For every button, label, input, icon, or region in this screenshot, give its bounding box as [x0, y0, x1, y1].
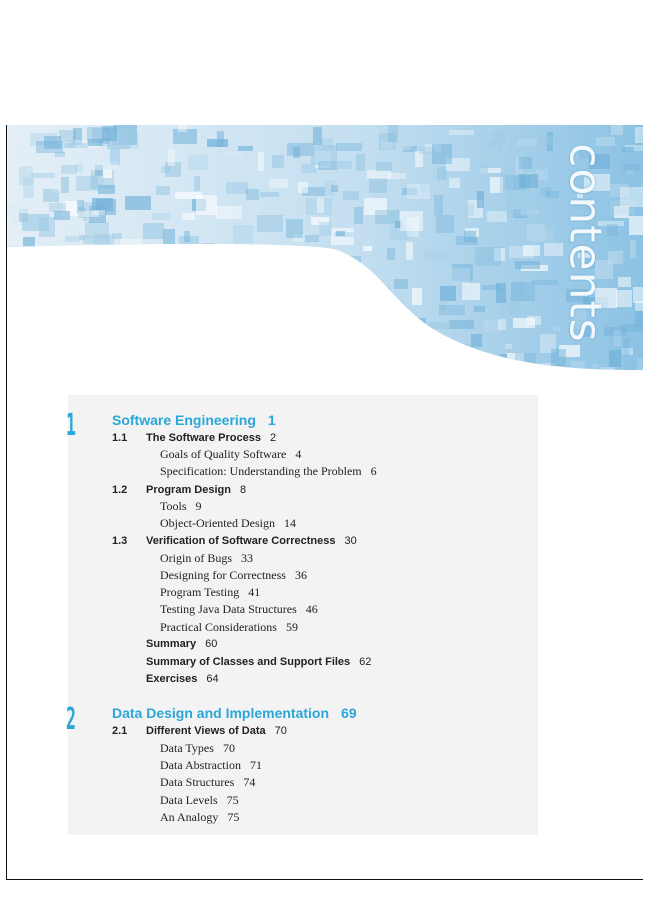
- mosaic-tile: [159, 305, 178, 316]
- mosaic-tile: [104, 161, 118, 167]
- mosaic-tile: [12, 265, 26, 283]
- mosaic-tile: [486, 356, 501, 374]
- toc-entry[interactable]: Data Structures 74: [160, 775, 256, 789]
- mosaic-tile: [324, 267, 340, 280]
- mosaic-tile: [198, 306, 208, 322]
- mosaic-tile: [54, 211, 70, 220]
- mosaic-tile: [471, 334, 482, 347]
- mosaic-tile: [474, 306, 485, 312]
- mosaic-tile: [43, 347, 63, 352]
- mosaic-tile: [367, 170, 391, 179]
- mosaic-tile: [180, 362, 202, 371]
- mosaic-tile: [521, 210, 539, 215]
- mosaic-tile: [284, 369, 311, 374]
- mosaic-tile: [263, 322, 286, 327]
- mosaic-tile: [92, 198, 113, 211]
- mosaic-tile: [531, 371, 537, 375]
- mosaic-tile: [7, 246, 23, 251]
- mosaic-tile: [229, 345, 251, 354]
- mosaic-tile: [81, 271, 108, 283]
- mosaic-tile: [77, 356, 94, 369]
- mosaic-tile: [247, 327, 254, 335]
- toc-entry[interactable]: Object-Oriented Design 14: [160, 516, 296, 530]
- mosaic-tile: [14, 322, 24, 328]
- mosaic-tile: [310, 329, 328, 348]
- mosaic-tile: [412, 288, 422, 305]
- mosaic-tile: [24, 277, 33, 286]
- mosaic-tile: [194, 176, 200, 191]
- mosaic-tile: [127, 287, 138, 293]
- mosaic-tile: [120, 239, 141, 244]
- mosaic-tile: [394, 279, 408, 289]
- toc-entry[interactable]: Specification: Understanding the Problem 6: [160, 464, 377, 478]
- mosaic-tile: [369, 353, 375, 362]
- mosaic-tile: [259, 343, 280, 359]
- mosaic-tile: [223, 151, 244, 158]
- mosaic-tile: [445, 357, 458, 370]
- mosaic-tile: [139, 250, 165, 265]
- mosaic-tile: [311, 320, 324, 334]
- mosaic-tile: [44, 136, 61, 149]
- mosaic-tile: [91, 329, 111, 334]
- mosaic-tile: [34, 295, 61, 304]
- mosaic-tile: [416, 359, 423, 374]
- mosaic-tile: [432, 144, 452, 164]
- mosaic-tile: [71, 343, 81, 353]
- mosaic-tile: [88, 139, 103, 146]
- mosaic-tile: [434, 195, 443, 215]
- mosaic-tile: [426, 342, 437, 360]
- mosaic-tile: [17, 321, 32, 337]
- mosaic-tile: [312, 304, 335, 309]
- mosaic-tile: [323, 358, 342, 370]
- mosaic-tile: [601, 367, 615, 375]
- mosaic-tile: [477, 191, 484, 208]
- mosaic-tile: [591, 364, 599, 375]
- mosaic-tile: [330, 287, 338, 307]
- mosaic-tile: [185, 342, 202, 350]
- mosaic-tile: [138, 302, 148, 307]
- mosaic-tile: [83, 306, 109, 324]
- mosaic-tile: [440, 286, 456, 301]
- mosaic-tile: [182, 213, 195, 220]
- mosaic-tile: [381, 316, 402, 334]
- toc-entry[interactable]: Origin of Bugs 33: [160, 551, 253, 565]
- mosaic-tile: [309, 306, 321, 326]
- mosaic-tile: [437, 167, 447, 180]
- mosaic-tile: [168, 149, 175, 166]
- mosaic-tile: [298, 182, 308, 193]
- mosaic-tile: [219, 352, 233, 368]
- mosaic-tile: [392, 347, 402, 357]
- mosaic-tile: [449, 320, 474, 329]
- mosaic-tile: [104, 292, 117, 305]
- mosaic-tile: [80, 247, 100, 260]
- mosaic-tile: [150, 265, 175, 278]
- toc-entry[interactable]: Data Levels 75: [160, 793, 239, 807]
- mosaic-tile: [9, 369, 28, 375]
- mosaic-tile: [70, 319, 96, 330]
- mosaic-tile: [56, 344, 74, 355]
- mosaic-tile: [55, 310, 68, 323]
- mosaic-tile: [492, 131, 506, 144]
- mosaic-tile: [85, 342, 109, 351]
- mosaic-tile: [143, 223, 164, 239]
- mosaic-tile: [400, 136, 411, 150]
- mosaic-tile: [49, 203, 66, 212]
- mosaic-tile: [336, 143, 362, 151]
- mosaic-tile: [375, 210, 399, 224]
- mosaic-tile: [324, 283, 330, 289]
- mosaic-tile: [95, 312, 108, 317]
- mosaic-tile: [178, 125, 187, 132]
- mosaic-tile: [343, 191, 359, 200]
- mosaic-tile: [178, 316, 202, 336]
- mosaic-tile: [227, 369, 250, 375]
- mosaic-tile: [21, 332, 33, 349]
- mosaic-tile: [428, 322, 451, 329]
- mosaic-tile: [439, 305, 465, 315]
- mosaic-tile: [100, 270, 117, 283]
- mosaic-tile: [232, 289, 250, 306]
- bottom-border-rule: [6, 879, 643, 880]
- mosaic-tile: [406, 242, 413, 260]
- mosaic-tile: [427, 365, 450, 373]
- mosaic-tile: [244, 252, 255, 261]
- mosaic-tile: [527, 316, 541, 325]
- mosaic-tile: [406, 318, 426, 326]
- mosaic-tile: [83, 349, 103, 361]
- mosaic-tile: [375, 285, 390, 304]
- mosaic-tile: [297, 343, 315, 355]
- mosaic-tile: [167, 273, 194, 284]
- mosaic-tile: [635, 301, 643, 311]
- mosaic-tile: [239, 332, 256, 339]
- toc-entry[interactable]: Testing Java Data Structures 46: [160, 602, 318, 616]
- mosaic-tile: [500, 354, 507, 371]
- mosaic-tile: [342, 374, 357, 375]
- mosaic-tile: [635, 127, 643, 143]
- mosaic-tile: [305, 360, 327, 375]
- mosaic-tile: [86, 354, 103, 371]
- mosaic-tile: [330, 374, 343, 375]
- mosaic-tile: [630, 240, 636, 258]
- toc-entry[interactable]: Program Testing 41: [160, 585, 261, 599]
- mosaic-tile: [462, 283, 480, 300]
- mosaic-tile: [108, 276, 114, 289]
- mosaic-tile: [496, 283, 506, 303]
- mosaic-tile: [19, 166, 33, 185]
- toc-entry[interactable]: An Analogy 75: [160, 810, 240, 824]
- mosaic-tile: [156, 186, 170, 195]
- mosaic-tile: [203, 243, 214, 248]
- mosaic-tile: [98, 317, 108, 326]
- mosaic-tile: [336, 231, 345, 236]
- mosaic-tile: [126, 345, 144, 355]
- mosaic-tile: [369, 178, 387, 193]
- mosaic-tile: [92, 210, 105, 215]
- mosaic-tile: [190, 338, 214, 354]
- mosaic-tile: [498, 319, 506, 330]
- mosaic-tile: [125, 338, 142, 351]
- mosaic-tile: [515, 353, 536, 369]
- mosaic-tile: [269, 179, 288, 188]
- mosaic-tile: [11, 274, 30, 282]
- toc-entry[interactable]: Goals of Quality Software 4: [160, 447, 302, 461]
- mosaic-tile: [87, 307, 111, 312]
- mosaic-tile: [90, 175, 104, 189]
- mosaic-tile: [11, 340, 37, 348]
- mosaic-tile: [15, 345, 31, 350]
- mosaic-tile: [115, 346, 124, 366]
- mosaic-tile: [102, 138, 109, 144]
- mosaic-tile: [424, 251, 449, 260]
- mosaic-tile: [271, 306, 286, 314]
- toc-entry[interactable]: Tools 9: [160, 499, 202, 513]
- mosaic-tile: [286, 219, 303, 238]
- mosaic-tile: [233, 225, 253, 243]
- mosaic-tile: [318, 323, 333, 335]
- mosaic-tile: [61, 177, 69, 193]
- mosaic-tile: [80, 328, 98, 334]
- mosaic-tile: [48, 354, 68, 374]
- contents-heading: contents: [559, 142, 611, 343]
- mosaic-tile: [313, 127, 322, 145]
- mosaic-tile: [104, 341, 119, 352]
- mosaic-tile: [246, 189, 259, 200]
- mosaic-tile: [75, 164, 83, 172]
- mosaic-tile: [226, 182, 248, 194]
- mosaic-tile: [152, 213, 171, 220]
- mosaic-tile: [260, 290, 282, 306]
- mosaic-tile: [100, 352, 109, 368]
- mosaic-tile: [327, 364, 336, 373]
- mosaic-tile: [94, 234, 114, 254]
- mosaic-tile: [65, 248, 71, 262]
- mosaic-tile: [321, 269, 348, 282]
- mosaic-tile: [637, 358, 643, 372]
- mosaic-tile: [475, 247, 501, 266]
- mosaic-tile: [216, 206, 242, 219]
- mosaic-tile: [163, 229, 175, 244]
- mosaic-tile: [449, 130, 474, 135]
- mosaic-tile: [436, 215, 454, 233]
- mosaic-tile: [335, 256, 361, 276]
- mosaic-tile: [188, 155, 208, 170]
- mosaic-tile: [122, 362, 147, 371]
- mosaic-tile: [116, 304, 124, 323]
- mosaic-tile: [287, 143, 314, 156]
- mosaic-tile: [241, 308, 256, 325]
- mosaic-tile: [67, 284, 94, 304]
- mosaic-tile: [196, 195, 217, 215]
- mosaic-tile: [116, 255, 122, 260]
- mosaic-tile: [238, 146, 253, 151]
- mosaic-tile: [387, 248, 395, 260]
- mosaic-tile: [57, 356, 68, 375]
- mosaic-tile: [333, 351, 360, 356]
- mosaic-tile: [31, 173, 55, 178]
- mosaic-tile: [633, 287, 643, 303]
- mosaic-tile: [505, 344, 512, 349]
- mosaic-tile: [571, 361, 585, 375]
- mosaic-tile: [459, 371, 476, 375]
- mosaic-tile: [393, 355, 420, 371]
- mosaic-tile: [251, 359, 259, 372]
- mosaic-tile: [388, 125, 398, 142]
- mosaic-tile: [184, 231, 190, 242]
- mosaic-tile: [525, 281, 541, 299]
- toc-entry[interactable]: Data Types 70: [160, 741, 235, 755]
- mosaic-tile: [42, 247, 65, 263]
- toc-extra[interactable]: Summary 60: [146, 638, 218, 650]
- mosaic-tile: [155, 309, 167, 328]
- mosaic-tile: [96, 281, 107, 299]
- mosaic-tile: [37, 240, 61, 257]
- mosaic-tile: [449, 178, 460, 188]
- mosaic-tile: [125, 196, 151, 210]
- mosaic-tile: [61, 165, 77, 174]
- mosaic-tile: [515, 261, 540, 269]
- mosaic-tile: [519, 174, 538, 188]
- mosaic-tile: [72, 355, 97, 373]
- mosaic-tile: [18, 143, 26, 163]
- mosaic-tile: [79, 235, 85, 240]
- mosaic-tile: [388, 173, 406, 179]
- mosaic-tile: [64, 143, 88, 148]
- mosaic-tile: [635, 311, 643, 327]
- mosaic-tile: [65, 236, 79, 242]
- mosaic-tile: [629, 216, 643, 235]
- mosaic-tile: [480, 163, 488, 173]
- mosaic-tile: [331, 185, 338, 192]
- mosaic-tile: [517, 139, 537, 146]
- mosaic-tile: [523, 245, 540, 256]
- mosaic-tile: [260, 192, 279, 197]
- mosaic-tile: [317, 198, 324, 213]
- mosaic-tile: [69, 307, 81, 326]
- mosaic-tile: [100, 340, 116, 348]
- mosaic-tile: [235, 364, 249, 375]
- mosaic-tile: [283, 269, 291, 285]
- chapter-number: 1: [66, 408, 76, 443]
- mosaic-tile: [257, 215, 283, 232]
- mosaic-tile: [301, 164, 317, 173]
- mosaic-tile: [487, 211, 507, 222]
- mosaic-tile: [96, 269, 115, 280]
- mosaic-tile: [326, 340, 350, 350]
- mosaic-tile: [298, 366, 323, 375]
- toc-entry[interactable]: Practical Considerations 59: [160, 620, 298, 634]
- mosaic-tile: [254, 271, 262, 280]
- mosaic-tile: [207, 139, 228, 147]
- mosaic-tile: [500, 174, 513, 193]
- mosaic-tile: [30, 284, 38, 292]
- mosaic-tile: [46, 259, 66, 276]
- mosaic-tile: [191, 279, 208, 291]
- toc-extra[interactable]: Summary of Classes and Support Files 62: [146, 656, 372, 668]
- mosaic-tile: [67, 365, 92, 375]
- toc-extra[interactable]: Exercises 64: [146, 673, 219, 685]
- mosaic-tile: [528, 371, 551, 375]
- mosaic-tile: [7, 203, 28, 213]
- mosaic-tile: [120, 125, 126, 141]
- mosaic-tile: [52, 180, 61, 193]
- mosaic-tile: [22, 214, 49, 231]
- mosaic-tile: [129, 267, 152, 278]
- mosaic-tile: [318, 265, 326, 273]
- mosaic-tile: [330, 161, 352, 169]
- mosaic-tile: [363, 246, 372, 251]
- mosaic-tile: [401, 338, 426, 347]
- mosaic-tile: [151, 266, 170, 272]
- mosaic-tile: [94, 246, 106, 258]
- mosaic-tile: [258, 152, 264, 171]
- toc-entry[interactable]: Designing for Correctness 36: [160, 568, 307, 582]
- mosaic-tile: [115, 323, 133, 337]
- mosaic-tile: [23, 237, 35, 253]
- mosaic-tile: [464, 231, 476, 242]
- mosaic-tile: [432, 360, 441, 375]
- mosaic-tile: [98, 305, 115, 322]
- mosaic-tile: [153, 199, 176, 206]
- mosaic-tile: [84, 318, 102, 328]
- mosaic-tile: [82, 282, 101, 301]
- mosaic-tile: [354, 207, 363, 224]
- mosaic-tile: [172, 268, 185, 287]
- chapter-title[interactable]: Data Design and Implementation 69: [112, 705, 357, 721]
- mosaic-tile: [12, 314, 27, 330]
- mosaic-tile: [339, 327, 363, 345]
- mosaic-tile: [356, 154, 365, 171]
- mosaic-tile: [272, 155, 284, 168]
- mosaic-tile: [358, 277, 371, 282]
- mosaic-tile: [305, 235, 319, 242]
- mosaic-tile: [10, 251, 22, 260]
- mosaic-tile: [400, 211, 423, 231]
- mosaic-tile: [420, 180, 447, 192]
- mosaic-tile: [338, 303, 355, 321]
- mosaic-tile: [319, 222, 332, 236]
- mosaic-tile: [67, 272, 80, 285]
- mosaic-tile: [376, 162, 392, 171]
- mosaic-tile: [323, 293, 334, 305]
- mosaic-tile: [264, 258, 289, 265]
- chapter-number: 2: [66, 702, 76, 737]
- mosaic-tile: [299, 254, 324, 269]
- chapter-title[interactable]: Software Engineering 1: [112, 412, 276, 428]
- mosaic-tile: [437, 357, 447, 374]
- mosaic-tile: [299, 357, 319, 363]
- toc-entry[interactable]: Data Abstraction 71: [160, 758, 262, 772]
- mosaic-tile: [345, 314, 365, 327]
- mosaic-tile: [252, 295, 262, 310]
- mosaic-tile: [306, 258, 326, 264]
- mosaic-tile: [299, 341, 307, 353]
- mosaic-tile: [519, 157, 532, 169]
